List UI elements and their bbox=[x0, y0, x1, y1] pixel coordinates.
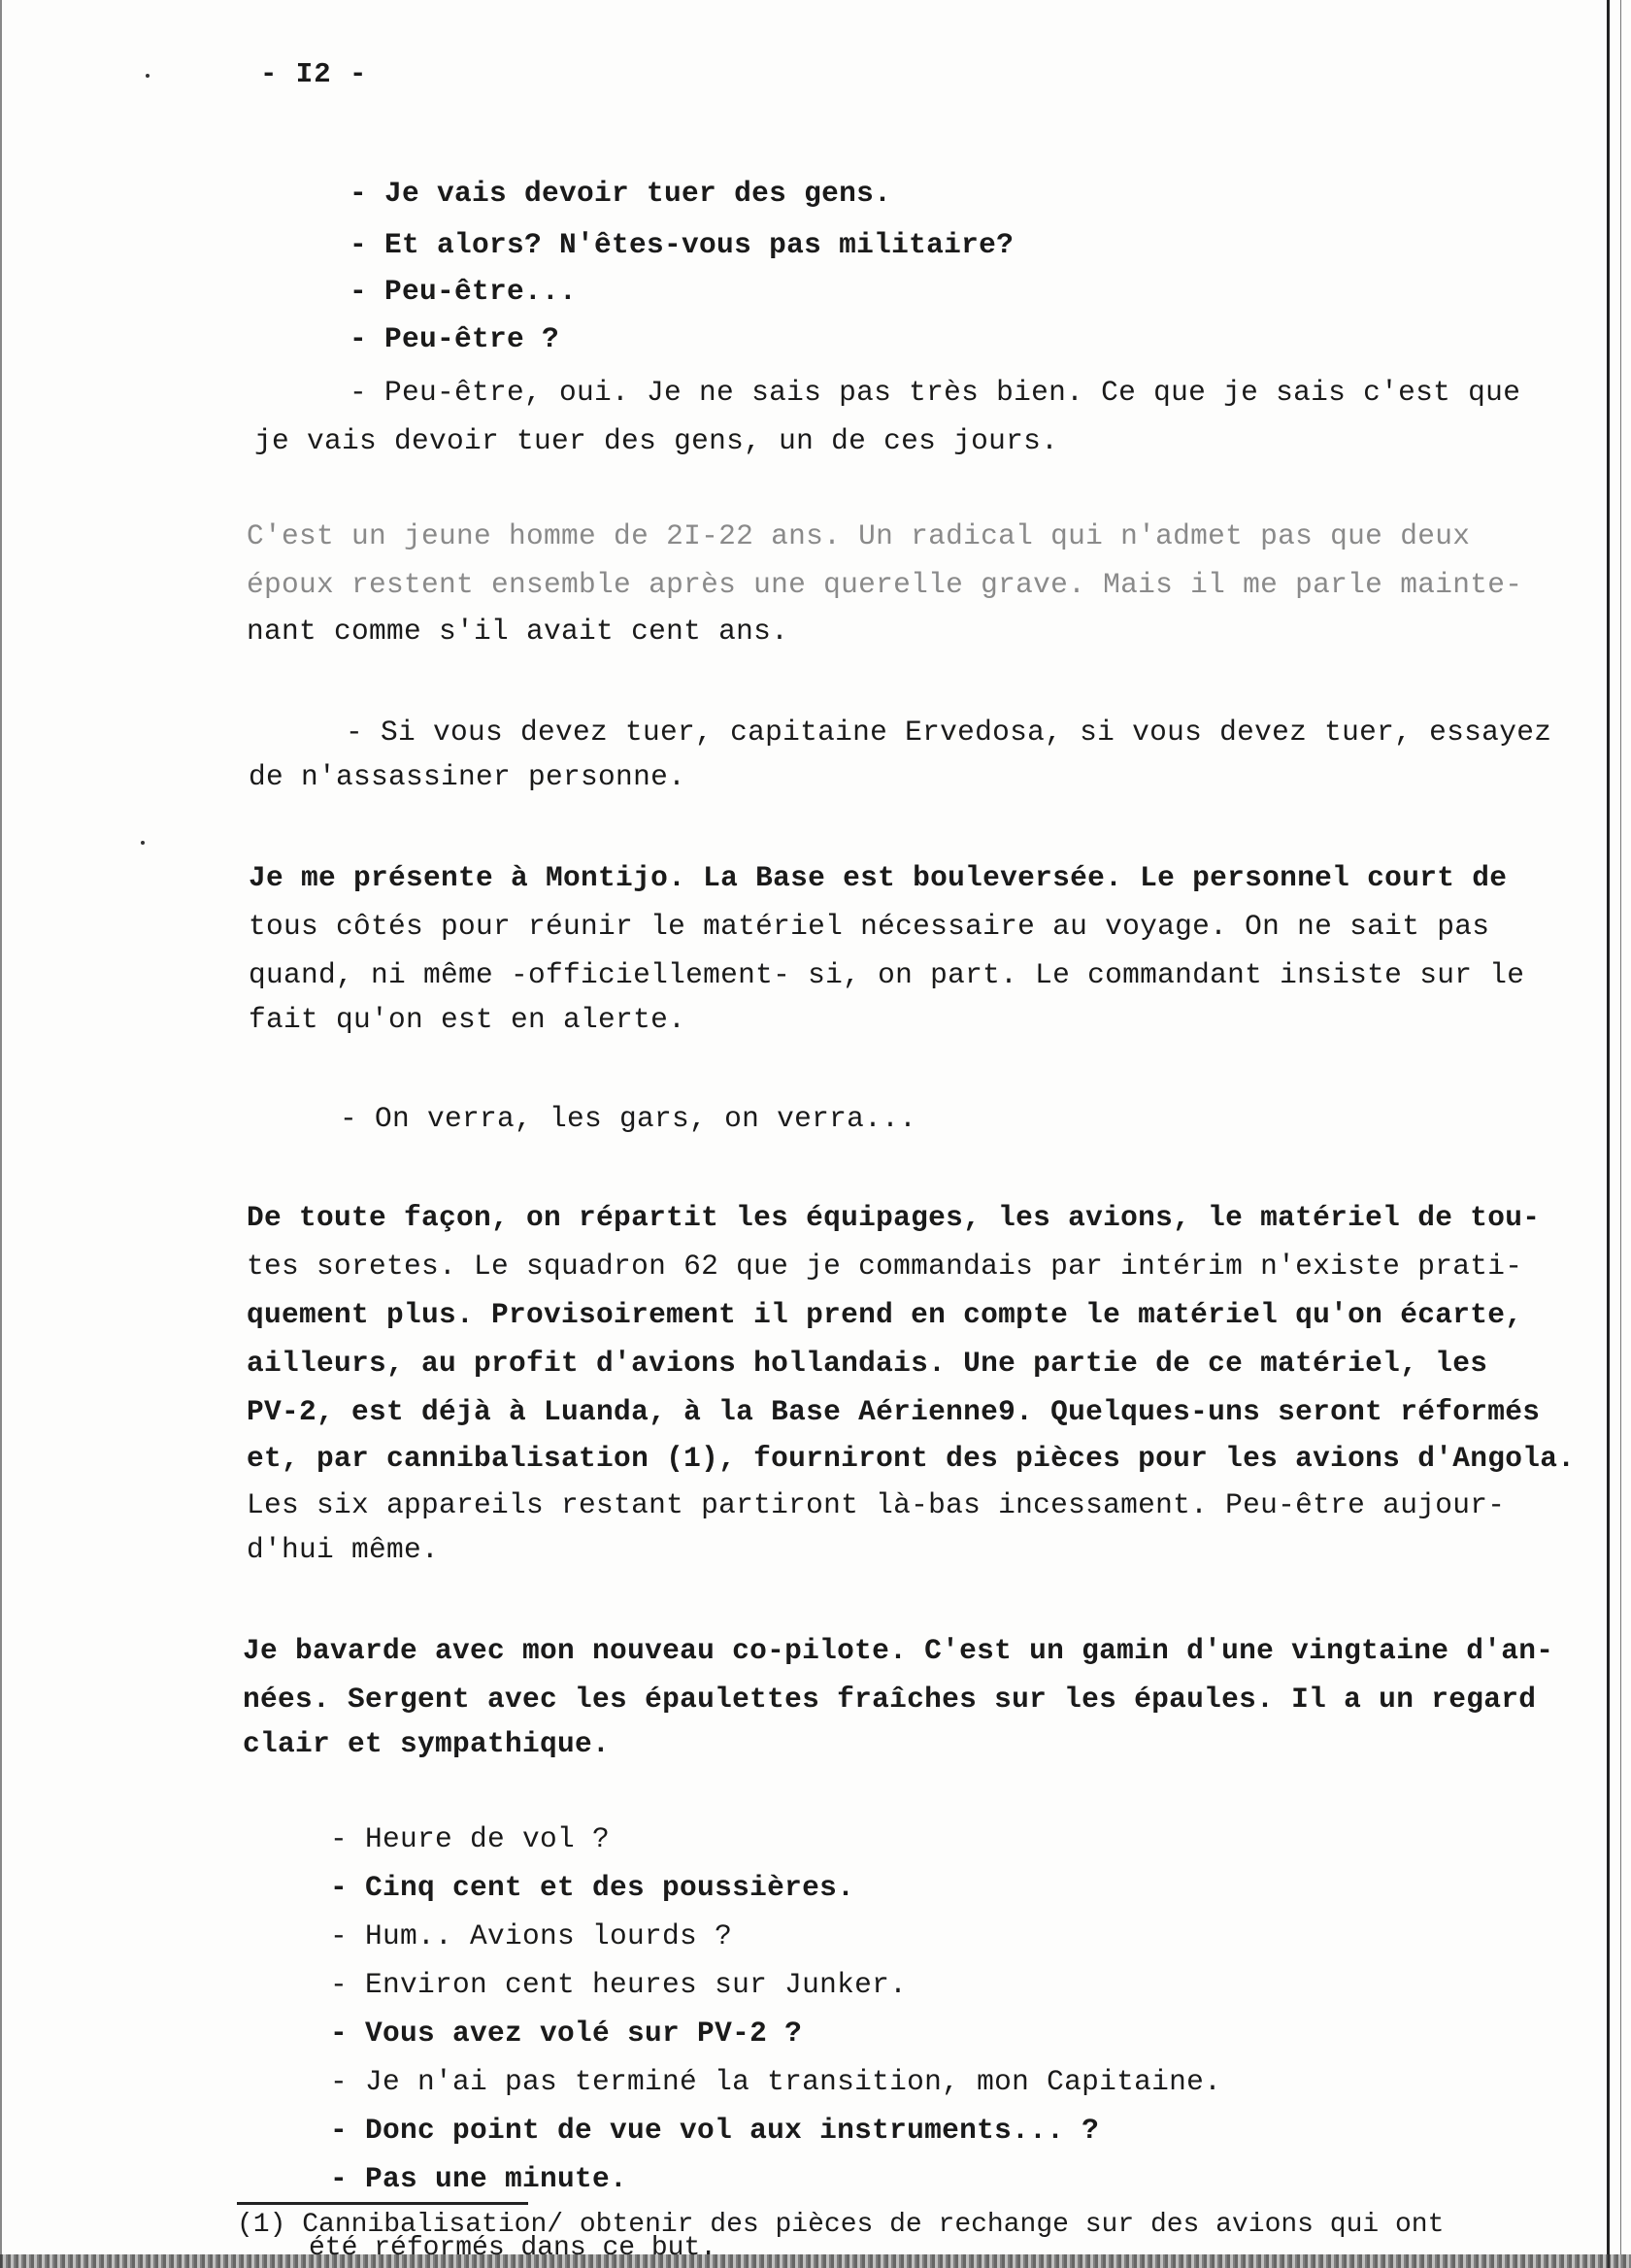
text-line: clair et sympathique. bbox=[243, 1727, 611, 1760]
text-line: quand, ni même -officiellement- si, on part. Le commandant insiste sur le bbox=[249, 958, 1525, 991]
text-line: - Cinq cent et des poussières. bbox=[330, 1871, 855, 1904]
text-line: je vais devoir tuer des gens, un de ces jours. bbox=[254, 424, 1059, 457]
bottom-scan-edge bbox=[0, 2254, 1631, 2268]
footnote-line: (1) Cannibalisation/ obtenir des pièces de rechange sur des avions qui ont bbox=[237, 2210, 1445, 2240]
text-line: - Peu-être... bbox=[350, 275, 578, 308]
text-line: et, par cannibalisation (1), fourniront des pièces pour les avions d'Angola. bbox=[247, 1442, 1576, 1475]
text-line: - Vous avez volé sur PV-2 ? bbox=[330, 2017, 803, 2050]
text-line: - Peu-être, oui. Je ne sais pas très bien. Ce que je sais c'est que bbox=[350, 376, 1521, 409]
text-line: C'est un jeune homme de 2I-22 ans. Un radical qui n'admet pas que deux bbox=[247, 519, 1471, 552]
left-scan-edge bbox=[0, 0, 2, 2268]
text-line: - Si vous devez tuer, capitaine Ervedosa, si vous devez tuer, essayez bbox=[346, 716, 1552, 749]
text-line: époux restent ensemble après une querelle grave. Mais il me parle mainte- bbox=[247, 568, 1523, 601]
text-line: - On verra, les gars, on verra... bbox=[340, 1102, 917, 1135]
right-scan-edge-thin bbox=[1620, 0, 1621, 2268]
text-line: - Hum.. Avions lourds ? bbox=[330, 1919, 733, 1952]
footnote-line: été réformés dans ce but. bbox=[309, 2233, 717, 2263]
text-line: ailleurs, au profit d'avions hollandais. Une partie de ce matériel, les bbox=[247, 1347, 1488, 1380]
text-line: Je bavarde avec mon nouveau co-pilote. C'est un gamin d'une vingtaine d'an- bbox=[243, 1634, 1554, 1667]
text-line: - Donc point de vue vol aux instruments... ? bbox=[330, 2114, 1100, 2147]
footnote-rule bbox=[237, 2202, 528, 2205]
text-line: Je me présente à Montijo. La Base est bouleversée. Le personnel court de bbox=[249, 861, 1508, 894]
right-scan-edge bbox=[1607, 0, 1610, 2268]
text-line: d'hui même. bbox=[247, 1533, 440, 1566]
text-line: - Et alors? N'êtes-vous pas militaire? bbox=[350, 228, 1015, 261]
text-line: nant comme s'il avait cent ans. bbox=[247, 615, 789, 648]
text-line: tous côtés pour réunir le matériel nécessaire au voyage. On ne sait pas bbox=[249, 910, 1490, 943]
text-line: - Je vais devoir tuer des gens. bbox=[350, 177, 892, 210]
scan-speck bbox=[146, 74, 150, 78]
text-line: quement plus. Provisoirement il prend en compte le matériel qu'on écarte, bbox=[247, 1298, 1523, 1331]
text-line: Les six appareils restant partiront là-bas incessament. Peu-être aujour- bbox=[247, 1488, 1506, 1521]
text-line: PV-2, est déjà à Luanda, à la Base Aérienne9. Quelques-uns seront réformés bbox=[247, 1395, 1541, 1428]
text-line: fait qu'on est en alerte. bbox=[249, 1003, 686, 1036]
text-line: - Peu-être ? bbox=[350, 322, 560, 355]
text-line: nées. Sergent avec les épaulettes fraîches sur les épaules. Il a un regard bbox=[243, 1683, 1537, 1716]
page-number: - I2 - bbox=[260, 58, 368, 90]
text-line: de n'assassiner personne. bbox=[249, 760, 686, 793]
text-line: - Heure de vol ? bbox=[330, 1822, 611, 1855]
text-line: De toute façon, on répartit les équipages, les avions, le matériel de tou- bbox=[247, 1201, 1541, 1234]
text-line: - Je n'ai pas terminé la transition, mon Capitaine. bbox=[330, 2065, 1222, 2098]
text-line: tes soretes. Le squadron 62 que je commandais par intérim n'existe prati- bbox=[247, 1250, 1523, 1283]
text-line: - Pas une minute. bbox=[330, 2162, 628, 2195]
text-line: - Environ cent heures sur Junker. bbox=[330, 1968, 908, 2001]
scan-speck bbox=[141, 841, 145, 845]
